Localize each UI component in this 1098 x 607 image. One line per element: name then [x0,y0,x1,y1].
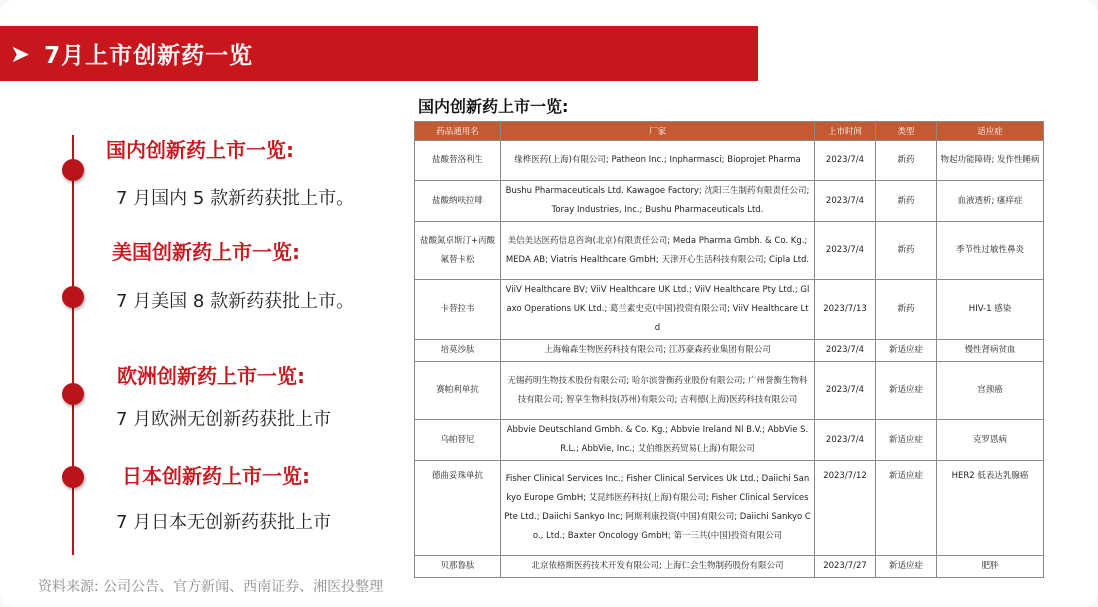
cell-type: 新药 [876,181,937,222]
cell-indication: 宫颈癌 [937,362,1044,420]
cell-indication: 克罗恩病 [937,420,1044,461]
section-title-europe: 欧洲创新药上市一览: [117,364,305,388]
section-title-usa: 美国创新药上市一览: [112,240,300,264]
cell-indication: 季节性过敏性鼻炎 [937,222,1044,280]
cell-indication: HER2 低表达乳腺癌 [937,461,1044,556]
cell-type: 新药 [876,141,937,181]
cell-name: 盐酸氮卓斯汀+丙酸氟替卡松 [415,222,501,280]
col-header-manufacturer: 厂家 [501,122,815,141]
cell-indication: 肥胖 [937,556,1044,578]
col-header-name: 药品通用名 [415,122,501,141]
cell-manufacturer: 北京依格斯医药技术开发有限公司; 上海仁会生物制药股份有限公司 [501,556,815,578]
table-row [415,420,1044,461]
cell-date: 2023/7/4 [815,362,876,420]
cell-manufacturer: Abbvie Deutschland Gmbh. & Co. Kg.; Abbvie Ireland Nl B.V.; AbbVie S.R.L.; AbbVie, Inc.; 艾伯维医药贸易(上海)有限公司 [501,420,815,461]
cell-name: 赛帕利单抗 [415,362,501,420]
cell-manufacturer: 上海翰森生物医药科技有限公司; 江苏豪森药业集团有限公司 [501,340,815,362]
table-row [415,362,1044,420]
table-row [415,461,1044,556]
cell-type: 新适应症 [876,461,937,556]
table-row [415,222,1044,280]
section-title-japan: 日本创新药上市一览: [122,464,310,488]
source-note: 资料来源: 公司公告、官方新闻、西南证券、湘医投整理 [38,579,384,595]
table-row [415,340,1044,362]
arrow-right-icon: ➤ [10,39,31,68]
col-header-date: 上市时间 [815,122,876,141]
section-desc-usa: 7 月美国 8 款新药获批上市。 [116,291,355,312]
cell-type: 新药 [876,222,937,280]
table-title: 国内创新药上市一览: [418,97,569,116]
cell-type: 新适应症 [876,556,937,578]
section-title-domestic: 国内创新药上市一览: [106,138,294,162]
cell-name: 乌帕替尼 [415,420,501,461]
cell-type: 新适应症 [876,340,937,362]
timeline-dot-europe [62,383,84,405]
cell-name: 培莫沙肽 [415,340,501,362]
cell-name: 盐酸替洛利生 [415,141,501,181]
section-desc-domestic: 7 月国内 5 款新药获批上市。 [116,188,355,209]
cell-manufacturer: 缘桦医药(上海)有限公司; Patheon Inc.; Inpharmasci; Bioprojet Pharma [501,141,815,181]
cell-manufacturer: ViiV Healthcare BV; ViiV Healthcare UK Ltd.; ViiV Healthcare Pty Ltd.; Glaxo Operations UK Ltd.; 葛兰素史克(中国)投资有限公司; ViiV Healthcare Ltd [501,280,815,340]
cell-indication: HIV-1 感染 [937,280,1044,340]
section-desc-japan: 7 月日本无创新药获批上市 [116,512,332,533]
page-title: 7月上市创新药一览 [44,43,254,69]
cell-date: 2023/7/27 [815,556,876,578]
cell-name: 盐酸纳呋拉啡 [415,181,501,222]
section-desc-europe: 7 月欧洲无创新药获批上市 [116,409,332,430]
cell-date: 2023/7/4 [815,181,876,222]
table-row [415,556,1044,578]
table-header-row [415,122,1044,141]
cell-manufacturer: 美信美达医药信息咨询(北京)有限责任公司; Meda Pharma Gmbh. & Co. Kg.; MEDA AB; Viatris Healthcare GmbH; 天津开心生活科技有限公司; Cipla Ltd. [501,222,815,280]
cell-name: 贝那鲁肽 [415,556,501,578]
cell-date: 2023/7/4 [815,420,876,461]
table-row [415,141,1044,181]
cell-indication: 物起功能障碍; 发作性睡病 [937,141,1044,181]
cell-indication: 血液透析; 瘙痒症 [937,181,1044,222]
timeline-dot-usa [62,286,84,308]
timeline-dot-domestic [62,159,84,181]
timeline-line [72,135,74,555]
cell-date: 2023/7/12 [815,461,876,556]
timeline-dot-japan [62,466,84,488]
cell-date: 2023/7/4 [815,340,876,362]
cell-date: 2023/7/4 [815,222,876,280]
cell-manufacturer: 无锡药明生物技术股份有限公司; 哈尔滨誉衡药业股份有限公司; 广州誉衡生物科技有限公司; 智享生物科技(苏州)有限公司; 吉利德(上海)医药科技有限公司 [501,362,815,420]
header-bar [0,26,758,81]
cell-date: 2023/7/13 [815,280,876,340]
cell-date: 2023/7/4 [815,141,876,181]
drug-table [414,121,1044,578]
table-row [415,181,1044,222]
cell-indication: 慢性肾病贫血 [937,340,1044,362]
cell-type: 新适应症 [876,420,937,461]
cell-name: 德曲妥珠单抗 [415,461,501,556]
cell-type: 新适应症 [876,362,937,420]
table-row [415,280,1044,340]
cell-type: 新药 [876,280,937,340]
cell-name: 卡替拉韦 [415,280,501,340]
col-header-type: 类型 [876,122,937,141]
col-header-indication: 适应症 [937,122,1044,141]
cell-manufacturer: Fisher Clinical Services Inc.; Fisher Clinical Services Uk Ltd.; Daiichi Sankyo Europe GmbH; 艾昆纬医药科技(上海)有限公司; Fisher Clinical Services Pte Ltd.; Daiichi Sankyo Inc; 阿斯利康投资(中国)有限公司; Daiichi Sankyo Co., Ltd.; Baxter Oncology GmbH; 第一三共(中国)投资有限公司 [501,461,815,556]
cell-manufacturer: Bushu Pharmaceuticals Ltd. Kawagoe Factory; 沈阳三生制药有限责任公司; Toray Industries, Inc.; Bushu Pharmaceuticals Ltd. [501,181,815,222]
